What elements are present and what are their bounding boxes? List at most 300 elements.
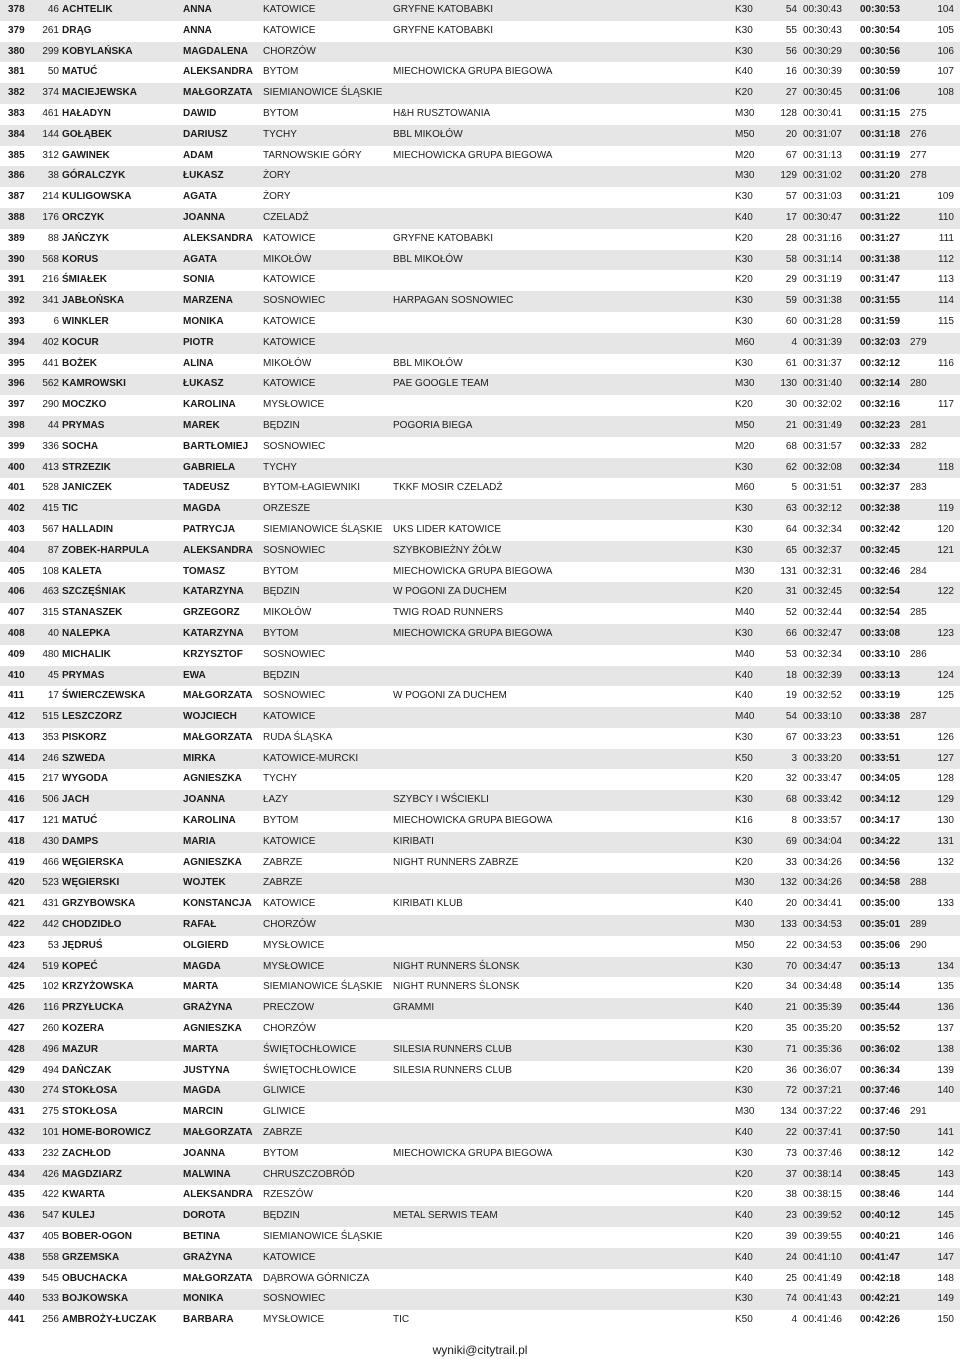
first-name-cell: ADAM	[183, 149, 213, 161]
bib-cell: 442	[42, 919, 59, 931]
category-place-cell: 4	[791, 1314, 797, 1326]
net-time-cell: 00:34:04	[803, 835, 842, 847]
table-row	[0, 520, 960, 541]
category-place-cell: 129	[780, 170, 797, 182]
category-cell: K30	[735, 4, 753, 15]
surname-cell: ACHTELIK	[62, 4, 113, 15]
table-row	[0, 562, 960, 583]
place-cell: 432	[8, 1127, 25, 1139]
category-cell: K40	[735, 1210, 753, 1222]
bib-cell: 50	[47, 66, 59, 78]
men-place-cell: 105	[937, 24, 954, 36]
surname-cell: GRZYBOWSKA	[62, 898, 136, 910]
first-name-cell: MAGDA	[183, 503, 221, 515]
net-time-cell: 00:34:26	[803, 856, 842, 868]
place-cell: 425	[8, 981, 25, 993]
club-cell: W POGONI ZA DUCHEM	[393, 586, 507, 598]
first-name-cell: MAŁGORZATA	[183, 731, 253, 743]
category-cell: K20	[735, 1231, 753, 1243]
category-cell: M60	[735, 482, 755, 494]
city-cell: MIKOŁÓW	[263, 253, 312, 265]
city-cell: SOSNOWIEC	[263, 295, 326, 307]
gross-time-cell: 00:38:46	[860, 1189, 901, 1201]
place-cell: 435	[8, 1189, 25, 1201]
gross-time-cell: 00:32:16	[860, 399, 901, 411]
category-place-cell: 58	[785, 253, 797, 265]
net-time-cell: 00:33:10	[803, 711, 842, 723]
first-name-cell: MAŁGORZATA	[183, 690, 253, 702]
club-cell: MIECHOWICKA GRUPA BIEGOWA	[393, 565, 553, 577]
table-row	[0, 166, 960, 187]
category-place-cell: 28	[785, 232, 797, 244]
city-cell: DĄBROWA GÓRNICZA	[263, 1272, 370, 1284]
bib-cell: 431	[42, 898, 59, 910]
city-cell: BYTOM	[263, 627, 299, 639]
place-cell: 379	[8, 24, 25, 36]
city-cell: KATOWICE	[263, 835, 316, 847]
bib-cell: 430	[42, 835, 59, 847]
table-row	[0, 291, 960, 312]
net-time-cell: 00:31:14	[803, 253, 842, 265]
bib-cell: 312	[42, 149, 59, 161]
category-place-cell: 22	[785, 939, 797, 951]
table-row	[0, 83, 960, 104]
first-name-cell: MONIKA	[183, 315, 224, 327]
men-place-cell: 144	[937, 1189, 954, 1201]
bib-cell: 413	[42, 461, 59, 473]
table-row	[0, 437, 960, 458]
gross-time-cell: 00:35:52	[860, 1023, 901, 1035]
surname-cell: DRĄG	[62, 24, 92, 36]
category-cell: M40	[735, 711, 755, 723]
net-time-cell: 00:32:08	[803, 461, 842, 473]
bib-cell: 374	[42, 87, 59, 99]
city-cell: CHORZÓW	[263, 919, 316, 931]
table-row	[0, 582, 960, 603]
category-place-cell: 37	[785, 1168, 797, 1180]
bib-cell: 315	[42, 607, 59, 619]
category-place-cell: 53	[785, 648, 797, 660]
surname-cell: KALETA	[62, 565, 102, 577]
net-time-cell: 00:30:47	[803, 211, 842, 223]
first-name-cell: SONIA	[183, 274, 215, 286]
first-name-cell: WOJTEK	[183, 877, 226, 889]
net-time-cell: 00:30:45	[803, 87, 842, 99]
net-time-cell: 00:32:34	[803, 648, 842, 660]
category-cell: K40	[735, 66, 753, 78]
men-place-cell: 108	[937, 87, 954, 99]
bib-cell: 274	[42, 1085, 59, 1097]
first-name-cell: GABRIELA	[183, 461, 236, 473]
city-cell: BĘDZIN	[263, 419, 300, 431]
category-cell: M30	[735, 919, 755, 931]
surname-cell: WINKLER	[62, 315, 109, 327]
city-cell: BYTOM	[263, 565, 299, 577]
gross-time-cell: 00:31:59	[860, 315, 901, 327]
club-cell: BBL MIKOŁÓW	[393, 253, 463, 265]
first-name-cell: TADEUSZ	[183, 482, 230, 494]
club-cell: GRYFNE KATOBABKI	[393, 232, 494, 244]
surname-cell: DAŃCZAK	[62, 1064, 112, 1076]
men-place-cell: 126	[937, 731, 954, 743]
table-row	[0, 977, 960, 998]
bib-cell: 176	[42, 211, 59, 223]
place-cell: 412	[8, 711, 25, 723]
first-name-cell: AGATA	[183, 253, 218, 265]
bib-cell: 480	[42, 648, 59, 660]
surname-cell: PRYMAS	[62, 669, 105, 681]
place-cell: 411	[8, 690, 25, 702]
category-cell: K30	[735, 731, 753, 743]
city-cell: BYTOM	[263, 815, 299, 827]
bib-cell: 256	[42, 1314, 59, 1326]
category-cell: K20	[735, 856, 753, 868]
first-name-cell: ŁUKASZ	[183, 378, 224, 390]
first-name-cell: GRAŻYNA	[183, 1251, 233, 1263]
category-cell: K20	[735, 1189, 753, 1201]
net-time-cell: 00:38:15	[803, 1189, 842, 1201]
category-place-cell: 18	[785, 669, 797, 681]
place-cell: 381	[8, 66, 25, 78]
first-name-cell: MARZENA	[183, 295, 233, 307]
bib-cell: 290	[42, 399, 59, 411]
city-cell: BĘDZIN	[263, 586, 300, 598]
bib-cell: 214	[42, 191, 59, 203]
category-cell: K30	[735, 503, 753, 515]
city-cell: MIKOŁÓW	[263, 607, 312, 619]
gross-time-cell: 00:36:02	[860, 1043, 901, 1055]
city-cell: SIEMIANOWICE ŚLĄSKIE	[263, 87, 383, 99]
table-row	[0, 229, 960, 250]
bib-cell: 216	[42, 274, 59, 286]
place-cell: 437	[8, 1231, 25, 1243]
men-place-cell: 121	[937, 544, 954, 556]
place-cell: 413	[8, 731, 25, 743]
women-place-cell: 279	[910, 336, 927, 348]
category-place-cell: 17	[785, 211, 797, 223]
bib-cell: 422	[42, 1189, 59, 1201]
table-row	[0, 1269, 960, 1290]
city-cell: TARNOWSKIE GÓRY	[263, 149, 362, 161]
category-cell: M50	[735, 128, 755, 140]
place-cell: 392	[8, 295, 25, 307]
table-row	[0, 208, 960, 229]
category-place-cell: 36	[785, 1064, 797, 1076]
city-cell: TYCHY	[263, 128, 297, 140]
place-cell: 400	[8, 461, 25, 473]
category-cell: M60	[735, 336, 755, 348]
net-time-cell: 00:32:12	[803, 503, 842, 515]
city-cell: KATOWICE	[263, 1251, 316, 1263]
category-cell: K40	[735, 1127, 753, 1139]
surname-cell: KOPEĆ	[62, 960, 98, 972]
surname-cell: STRZEZIK	[62, 461, 111, 473]
table-row	[0, 1310, 960, 1331]
place-cell: 388	[8, 211, 25, 223]
gross-time-cell: 00:35:06	[860, 939, 901, 951]
bib-cell: 341	[42, 295, 59, 307]
table-row	[0, 250, 960, 271]
bib-cell: 87	[47, 544, 59, 556]
bib-cell: 441	[42, 357, 59, 369]
men-place-cell: 134	[937, 960, 954, 972]
category-place-cell: 39	[785, 1231, 797, 1243]
first-name-cell: DARIUSZ	[183, 128, 228, 140]
gross-time-cell: 00:32:03	[860, 336, 901, 348]
gross-time-cell: 00:31:15	[860, 107, 901, 119]
gross-time-cell: 00:32:38	[860, 503, 901, 515]
place-cell: 434	[8, 1168, 25, 1180]
category-place-cell: 25	[785, 1272, 797, 1284]
bib-cell: 496	[42, 1043, 59, 1055]
bib-cell: 121	[42, 815, 59, 827]
men-place-cell: 129	[937, 794, 954, 806]
net-time-cell: 00:35:39	[803, 1002, 842, 1014]
table-row	[0, 873, 960, 894]
place-cell: 414	[8, 752, 25, 764]
club-cell: GRAMMI	[393, 1002, 435, 1014]
surname-cell: MOCZKO	[62, 399, 107, 411]
surname-cell: JĘDRUŚ	[62, 939, 103, 951]
gross-time-cell: 00:32:46	[860, 565, 901, 577]
category-cell: K30	[735, 24, 753, 36]
category-place-cell: 20	[785, 128, 797, 140]
bib-cell: 426	[42, 1168, 59, 1180]
women-place-cell: 287	[910, 711, 927, 723]
place-cell: 383	[8, 107, 25, 119]
club-cell: KIRIBATI	[393, 835, 434, 847]
place-cell: 399	[8, 440, 25, 452]
club-cell: MIECHOWICKA GRUPA BIEGOWA	[393, 149, 553, 161]
category-place-cell: 130	[780, 378, 797, 390]
first-name-cell: ALEKSANDRA	[183, 232, 253, 244]
bib-cell: 101	[42, 1127, 59, 1139]
first-name-cell: ALINA	[183, 357, 214, 369]
category-place-cell: 54	[785, 4, 797, 15]
surname-cell: AMBROŻY-ŁUCZAK	[62, 1314, 157, 1326]
gross-time-cell: 00:34:12	[860, 794, 901, 806]
net-time-cell: 00:35:36	[803, 1043, 842, 1055]
category-place-cell: 31	[785, 586, 797, 598]
gross-time-cell: 00:32:14	[860, 378, 901, 390]
net-time-cell: 00:33:47	[803, 773, 842, 785]
bib-cell: 6	[53, 315, 59, 327]
city-cell: PRECZOW	[263, 1002, 315, 1014]
men-place-cell: 145	[937, 1210, 954, 1222]
men-place-cell: 112	[938, 253, 954, 265]
table-row	[0, 395, 960, 416]
women-place-cell: 276	[910, 128, 927, 140]
category-cell: M20	[735, 440, 755, 452]
place-cell: 431	[8, 1106, 25, 1118]
net-time-cell: 00:31:13	[803, 149, 842, 161]
net-time-cell: 00:32:39	[803, 669, 842, 681]
table-row	[0, 374, 960, 395]
gross-time-cell: 00:35:13	[860, 960, 901, 972]
first-name-cell: ŁUKASZ	[183, 170, 224, 182]
gross-time-cell: 00:37:50	[860, 1127, 901, 1139]
category-place-cell: 21	[785, 419, 797, 431]
city-cell: ŁAZY	[263, 794, 289, 806]
bib-cell: 515	[42, 711, 59, 723]
club-cell: HARPAGAN SOSNOWIEC	[393, 295, 514, 307]
surname-cell: KOCUR	[62, 336, 99, 348]
category-place-cell: 16	[785, 66, 797, 78]
bib-cell: 528	[42, 482, 59, 494]
net-time-cell: 00:33:20	[803, 752, 842, 764]
club-cell: UKS LIDER KATOWICE	[393, 523, 501, 535]
footer-email[interactable]: wyniki@citytrail.pl	[432, 1343, 528, 1357]
men-place-cell: 137	[937, 1023, 954, 1035]
net-time-cell: 00:33:57	[803, 815, 842, 827]
gross-time-cell: 00:30:54	[860, 24, 901, 36]
club-cell: SZYBKOBIEŻNY ŻÓŁW	[393, 544, 502, 556]
gross-time-cell: 00:41:47	[860, 1251, 901, 1263]
first-name-cell: JOANNA	[183, 1147, 226, 1159]
women-place-cell: 283	[910, 482, 927, 494]
category-cell: K50	[735, 1314, 753, 1326]
first-name-cell: KRZYSZTOF	[183, 648, 243, 660]
city-cell: CHRUSZCZOBRÓD	[263, 1168, 355, 1180]
net-time-cell: 00:34:41	[803, 898, 842, 910]
table-row	[0, 811, 960, 832]
table-row	[0, 62, 960, 83]
table-row	[0, 957, 960, 978]
category-place-cell: 20	[785, 898, 797, 910]
net-time-cell: 00:31:16	[803, 232, 842, 244]
category-place-cell: 21	[785, 1002, 797, 1014]
table-row	[0, 998, 960, 1019]
place-cell: 403	[8, 523, 25, 535]
men-place-cell: 116	[938, 357, 954, 369]
city-cell: ORZESZE	[263, 503, 311, 515]
net-time-cell: 00:32:47	[803, 627, 842, 639]
table-row	[0, 1019, 960, 1040]
bib-cell: 415	[42, 503, 59, 515]
place-cell: 397	[8, 399, 25, 411]
club-cell: BBL MIKOŁÓW	[393, 357, 463, 369]
gross-time-cell: 00:30:59	[860, 66, 901, 78]
bib-cell: 88	[47, 232, 59, 244]
category-cell: K30	[735, 523, 753, 535]
surname-cell: STOKŁOSA	[62, 1106, 118, 1118]
gross-time-cell: 00:38:45	[860, 1168, 901, 1180]
category-cell: M40	[735, 648, 755, 660]
table-row	[0, 1165, 960, 1186]
net-time-cell: 00:34:47	[803, 960, 842, 972]
category-cell: K30	[735, 960, 753, 972]
place-cell: 395	[8, 357, 25, 369]
first-name-cell: MAREK	[183, 419, 220, 431]
category-cell: K40	[735, 211, 753, 223]
men-place-cell: 136	[937, 1002, 954, 1014]
city-cell: CHORZÓW	[263, 45, 316, 57]
table-row	[0, 1061, 960, 1082]
category-place-cell: 62	[785, 461, 797, 473]
surname-cell: DAMPS	[62, 835, 99, 847]
table-row	[0, 21, 960, 42]
gross-time-cell: 00:40:12	[860, 1210, 901, 1222]
category-place-cell: 128	[780, 107, 797, 119]
category-place-cell: 29	[785, 274, 797, 286]
table-row	[0, 603, 960, 624]
category-cell: K16	[735, 815, 753, 827]
gross-time-cell: 00:31:27	[860, 232, 901, 244]
men-place-cell: 120	[937, 523, 954, 535]
table-row	[0, 42, 960, 63]
net-time-cell: 00:37:21	[803, 1085, 842, 1097]
surname-cell: MAZUR	[62, 1043, 99, 1055]
men-place-cell: 118	[938, 461, 954, 473]
table-row	[0, 354, 960, 375]
gross-time-cell: 00:31:06	[860, 87, 901, 99]
net-time-cell: 00:39:52	[803, 1210, 842, 1222]
place-cell: 416	[8, 794, 25, 806]
table-row	[0, 1123, 960, 1144]
city-cell: ŻORY	[263, 191, 291, 203]
surname-cell: BOJKOWSKA	[62, 1293, 129, 1305]
surname-cell: HOME-BOROWICZ	[62, 1127, 151, 1139]
table-row	[0, 790, 960, 811]
category-cell: K30	[735, 1147, 753, 1159]
net-time-cell: 00:31:39	[803, 336, 842, 348]
surname-cell: KORUS	[62, 253, 99, 265]
bib-cell: 336	[42, 440, 59, 452]
net-time-cell: 00:41:46	[803, 1314, 842, 1326]
surname-cell: ŚMIAŁEK	[62, 274, 107, 286]
place-cell: 404	[8, 544, 25, 556]
place-cell: 405	[8, 565, 25, 577]
place-cell: 418	[8, 835, 25, 847]
gross-time-cell: 00:33:38	[860, 711, 901, 723]
first-name-cell: AGNIESZKA	[183, 1023, 242, 1035]
category-place-cell: 27	[785, 87, 797, 99]
first-name-cell: TOMASZ	[183, 565, 226, 577]
bib-cell: 405	[42, 1231, 59, 1243]
net-time-cell: 00:33:23	[803, 731, 842, 743]
surname-cell: STANASZEK	[62, 607, 123, 619]
first-name-cell: MAGDA	[183, 1085, 221, 1097]
first-name-cell: EWA	[183, 669, 206, 681]
gross-time-cell: 00:38:12	[860, 1147, 901, 1159]
surname-cell: HALLADIN	[62, 523, 114, 535]
place-cell: 421	[8, 898, 25, 910]
category-place-cell: 59	[785, 295, 797, 307]
place-cell: 420	[8, 877, 25, 889]
place-cell: 409	[8, 648, 25, 660]
gross-time-cell: 00:31:18	[860, 128, 901, 140]
gross-time-cell: 00:32:33	[860, 440, 901, 452]
net-time-cell: 00:32:02	[803, 399, 842, 411]
first-name-cell: RAFAŁ	[183, 919, 217, 931]
net-time-cell: 00:31:40	[803, 378, 842, 390]
club-cell: SILESIA RUNNERS CLUB	[393, 1064, 512, 1076]
bib-cell: 558	[42, 1251, 59, 1263]
city-cell: MYSŁOWICE	[263, 1314, 325, 1326]
category-cell: K30	[735, 1085, 753, 1097]
surname-cell: MATUĆ	[62, 66, 98, 78]
surname-cell: PRYMAS	[62, 419, 105, 431]
first-name-cell: AGNIESZKA	[183, 856, 242, 868]
city-cell: MYSŁOWICE	[263, 939, 325, 951]
table-row	[0, 1040, 960, 1061]
women-place-cell: 277	[910, 149, 927, 161]
category-cell: K30	[735, 357, 753, 369]
place-cell: 440	[8, 1293, 25, 1305]
surname-cell: SZWEDA	[62, 752, 106, 764]
bib-cell: 260	[42, 1023, 59, 1035]
bib-cell: 545	[42, 1272, 59, 1284]
